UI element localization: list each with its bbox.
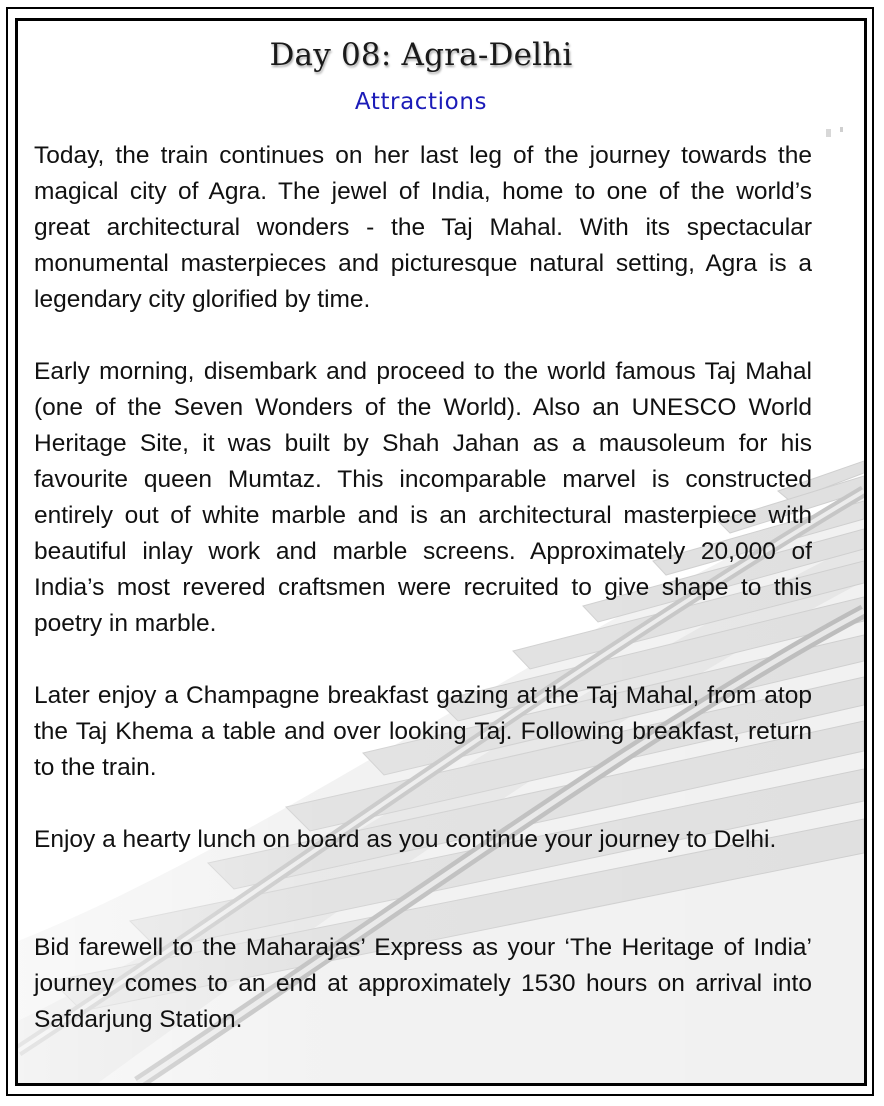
paragraph-lunch: Enjoy a hearty lunch on board as you continue your journey to Delhi. (34, 826, 777, 853)
section-subtitle: Attractions (354, 89, 488, 115)
paragraph-taj-mahal: Early morning, disembark and proceed to the world famous Taj Mahal (one of the Seven Wonders of the World). Also an UNESCO World Heritage Site, it was built by Shah Jahan as a mausoleum for his favourite queen Mumtaz. This incomparable marvel is constructed entirely out of white marble and is an architectural masterpiece with beautiful inlay work and marble screens. Approximately 20,000 of India’s most revered craftsmen were recruited to give shape to this poetry in marble. (34, 358, 812, 637)
paragraph-farewell: Bid farewell to the Maharajas’ Express as your ‘The Heritage of India’ journey comes to an end at approximately 1530 hours on arrival into Safdarjung Station. (34, 934, 812, 1033)
page-title: Day 08: Agra-Delhi (269, 37, 573, 73)
paragraph-breakfast: Later enjoy a Champagne breakfast gazing at the Taj Mahal, from atop the Taj Khema a table and over looking Taj. Following breakfast, return to the train. (34, 682, 812, 781)
content-area (18, 21, 864, 1083)
paragraph-agra-intro: Today, the train continues on her last leg of the journey towards the magical city of Agra. The jewel of India, home to one of the world’s great architectural wonders - the Taj Mahal. With its spectacular monumental masterpieces and picturesque natural setting, Agra is a legendary city glorified by time. (34, 142, 812, 313)
inner-border (15, 18, 867, 1086)
